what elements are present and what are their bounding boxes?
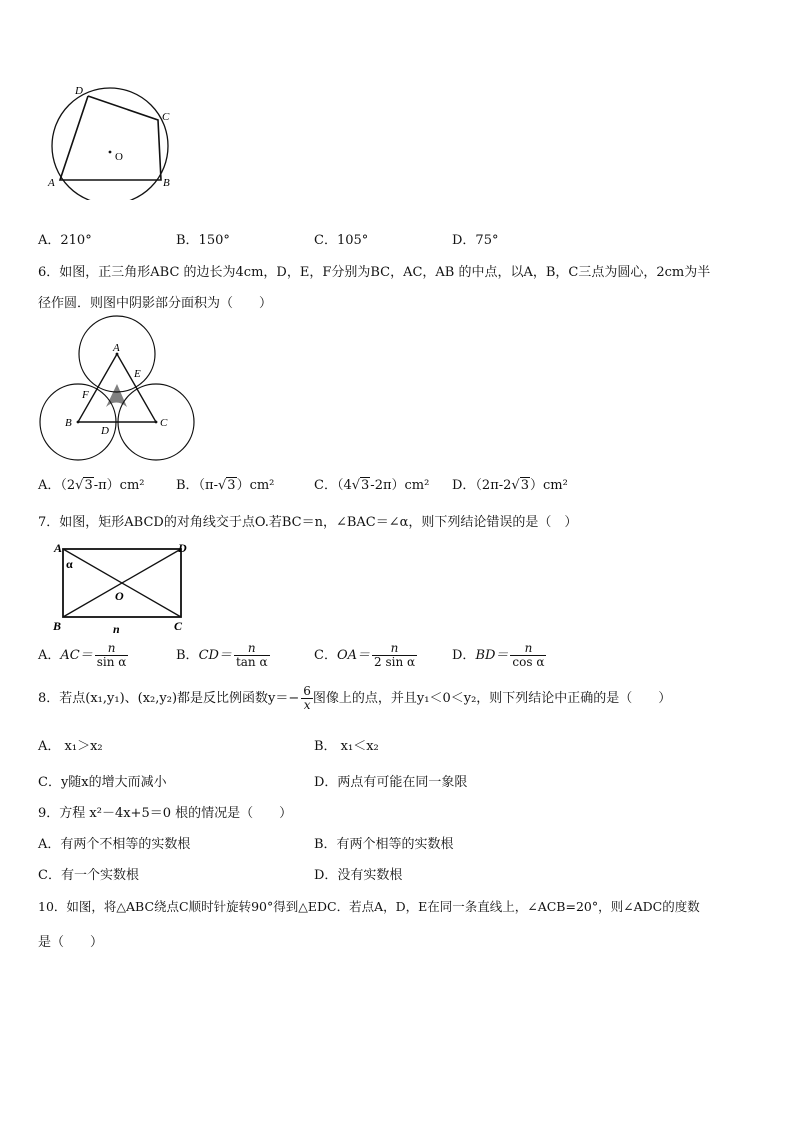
q7-rectangle-figure: [48, 540, 198, 636]
q8-stem: 8．若点(x₁,y₁)、(x₂,y₂)都是反比例函数y＝− $\frac{6}{x}$ 图像上的点，并且y₁＜0＜y₂，则下列结论中正确的是（ ）: [38, 684, 672, 712]
label-C: C: [174, 619, 183, 633]
q5-option-b: B．150°: [176, 233, 230, 248]
label-B: B: [53, 619, 62, 633]
label-E: E: [134, 368, 141, 380]
q7-option-c: C．OA＝ $\frac{n}{\text{2 sin α}}$: [314, 641, 416, 669]
label-A: A: [48, 177, 55, 189]
q5-circle-figure: [40, 80, 190, 200]
label-F: F: [82, 389, 89, 401]
q6-stem-line2: 径作圆．则图中阴影部分面积为（ ）: [38, 296, 273, 311]
label-A: A: [54, 541, 63, 555]
q10-stem-line2: 是（ ）: [38, 935, 104, 950]
q9-stem: 9．方程 x²－4x+5＝0 根的情况是（ ）: [38, 806, 293, 821]
q6-option-a: A．（2√3-π）cm²: [38, 478, 145, 493]
label-D: D: [178, 541, 187, 555]
label-D: D: [101, 425, 109, 437]
label-D: D: [75, 85, 83, 97]
label-alpha: α: [66, 557, 73, 571]
q6-stem-line1: 6．如图，正三角形ABC 的边长为4cm，D，E，F分别为BC，AC，AB 的中点，以A，B，C三点为圆心，2cm为半: [38, 265, 711, 280]
q8-option-c: C．y随x的增大而减小: [38, 775, 167, 790]
label-n: n: [113, 622, 120, 636]
q5-option-d: D．75°: [452, 233, 499, 248]
q7-option-a: A．AC＝ $\frac{n}{\text{sin α}}$: [38, 641, 127, 669]
q5-option-a: A．210°: [38, 233, 92, 248]
q9-option-b: B．有两个相等的实数根: [314, 837, 454, 852]
q9-option-d: D．没有实数根: [314, 868, 403, 883]
q8-option-d: D．两点有可能在同一象限: [314, 775, 468, 790]
q6-option-c: C．（4√3-2π）cm²: [314, 478, 430, 493]
q8-option-b: B． x₁＜x₂: [314, 739, 379, 754]
q7-option-b: B．CD＝ $\frac{n}{\text{tan α}}$: [176, 641, 268, 669]
q9-option-a: A．有两个不相等的实数根: [38, 837, 191, 852]
label-B: B: [65, 417, 72, 429]
label-O: O: [115, 151, 123, 163]
label-B: B: [163, 177, 170, 189]
q7-stem: 7．如图，矩形ABCD的对角线交于点O.若BC＝n，∠BAC＝∠α，则下列结论错误的是（ ）: [38, 515, 578, 530]
q5-option-c: C．105°: [314, 233, 369, 248]
q6-option-b: B．（π-√3）cm²: [176, 478, 275, 493]
q6-option-d: D．（2π-2√3）cm²: [452, 478, 568, 493]
label-C: C: [162, 111, 170, 123]
q7-option-d: D．BD＝ $\frac{n}{\text{cos α}}$: [452, 641, 545, 669]
q8-option-a: A． x₁＞x₂: [38, 739, 103, 754]
label-A: A: [113, 342, 120, 354]
q6-circles-figure: [38, 314, 198, 462]
label-O: O: [115, 589, 124, 603]
q9-option-c: C．有一个实数根: [38, 868, 139, 883]
q10-stem-line1: 10．如图，将△ABC绕点C顺时针旋转90°得到△EDC．若点A，D，E在同一条直线上，∠ACB=20°，则∠ADC的度数: [38, 899, 700, 914]
label-C: C: [160, 417, 168, 429]
